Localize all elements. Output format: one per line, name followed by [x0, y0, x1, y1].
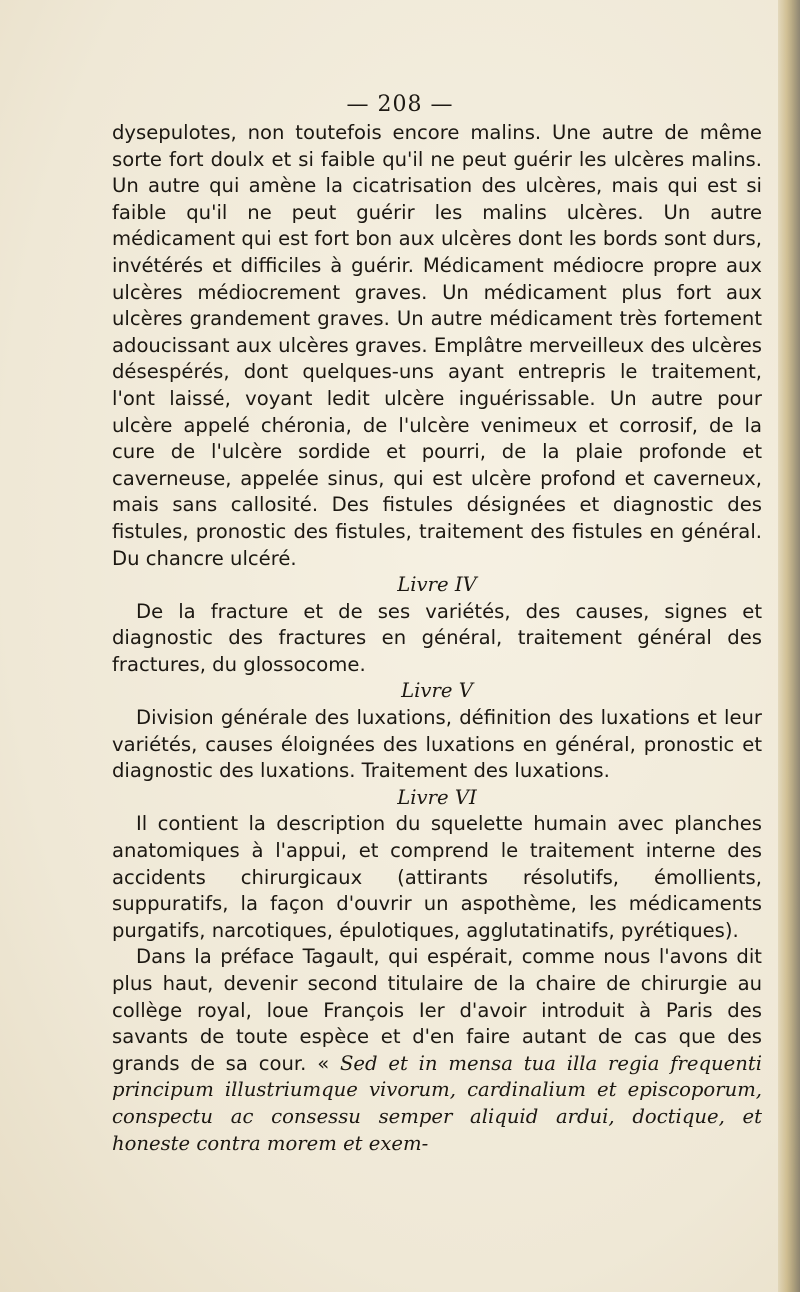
body-text	[112, 120, 762, 1157]
heading-livre-iv: Livre IV	[397, 573, 477, 597]
page-edge-shadow	[778, 0, 800, 1292]
paragraph-luxations: Division générale des luxations, définition des luxations et leur variétés, causes éloignées des luxations en général, pronostic et diagnostic des luxations. Traitement des luxations.	[112, 706, 762, 783]
heading-livre-vi: Livre VI	[397, 785, 477, 809]
paragraph-ulcers: dysepulotes, non toutefois encore malins. Une autre de même sorte fort doulx et si faible qu'il ne peut guérir les ulcères malins. Un autre qui amène la cicatrisation des ulcères, mais qui est si faible qu'il ne peut guérir les malins ulcères. Un autre médicament qui est fort bon aux ulcères dont les bords sont durs, invétérés et difficiles à guérir. Médicament médiocre propre aux ulcères médiocrement graves. Un médicament plus fort aux ulcères grandement graves. Un autre médicament très fortement adoucissant aux ulcères graves. Emplâtre merveilleux des ulcères désespérés, dont quelques-uns ayant entrepris le traitement, l'ont laissé, voyant ledit ulcère inguérissable. Un autre pour ulcère appelé chéronia, de l'ulcère venimeux et corrosif, de la cure de l'ulcère sordide et pourri, de la plaie profonde et caverneuse, appelée sinus, qui est ulcère profond et caverneux, mais sans callosité. Des fistules désignées et diagnostic des fistules, pronostic des fistules, traitement des fistules en général. Du chancre ulcéré.	[112, 121, 762, 570]
preface-text: Dans la préface Tagault, qui espérait, comme nous l'avons dit plus haut, devenir second titulaire de la chaire de chirurgie au collège royal, loue François Ier d'avoir introduit à Paris des savants de toute espèce et d'en faire autant de cas que des grands de sa cour. «	[112, 945, 762, 1075]
paragraph-fractures: De la fracture et de ses variétés, des causes, signes et diagnostic des fractures en général, traitement général des fractures, du glossocome.	[112, 599, 762, 676]
heading-livre-v: Livre V	[401, 679, 473, 703]
paragraph-skeleton: Il contient la description du squelette humain avec planches anatomiques à l'appui, et comprend le traitement interne des accidents chirurgicaux (attirants résolutifs, émollients, suppuratifs, la façon d'ouvrir un aspothème, les médicaments purgatifs, narcotiques, épulotiques, agglutatinatifs, pyrétiques).	[112, 812, 762, 942]
latin-quotation: Sed et in mensa tua illa regia frequenti principum illustriumque vivorum, cardinalium et episcoporum, conspectu ac consessu semper aliquid ardui, doctique, et honeste contra morem et exem-	[112, 1051, 762, 1155]
paragraph-preface	[112, 944, 762, 1157]
page-number: — 208 —	[346, 92, 454, 117]
